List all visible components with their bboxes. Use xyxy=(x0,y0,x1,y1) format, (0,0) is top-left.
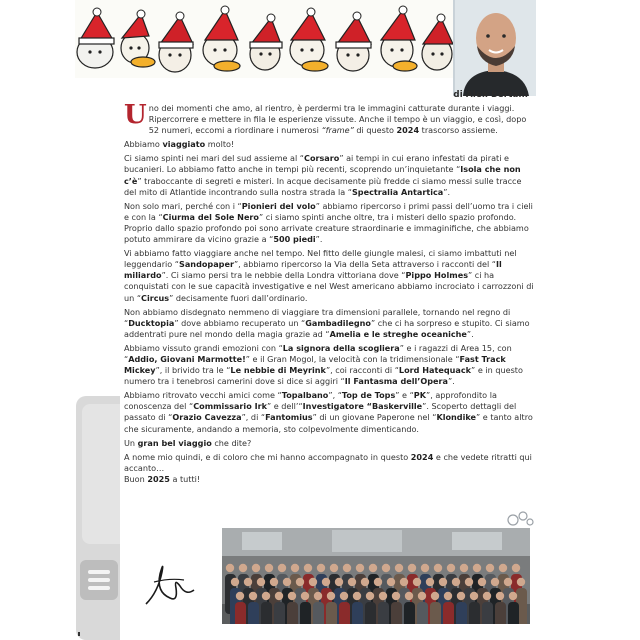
text-run: ” ci siamo spinti anche oltre, tra i misteri dello spazio profondo. Proprio dallo spazio profondo poi sono arrivate creature straordinarie e immaginifiche, che abbiamo potuto ammirare da vicino grazie a “ xyxy=(124,211,529,245)
bold-text: 2024 xyxy=(410,451,434,462)
text-run: Abbiamo vissuto grandi emozioni con “ xyxy=(124,342,283,353)
text-run: ” ci ha conquistati con le sue capacità investigative e nel West americano abbiamo incrociato i carrozzoni di un “ xyxy=(124,270,534,303)
side-tab xyxy=(76,396,120,640)
christmas-characters-banner xyxy=(75,0,453,90)
paragraph xyxy=(124,452,536,485)
text-run: ” e i ragazzi di Area 15, con “ xyxy=(124,342,512,364)
text-run: ” e “ xyxy=(395,390,414,401)
bold-text: Klondike xyxy=(436,412,477,423)
bold-text: Orazio Cavezza xyxy=(172,412,242,423)
bubbles-decoration xyxy=(505,508,535,528)
text-run: ” che ci ha sorpreso e stupito. Ci siamo addentrati pure nel mondo della magia grazie ad “ xyxy=(124,317,530,339)
author-byline: di Alex Bertani xyxy=(453,90,528,100)
text-run: ”, approfondito la conoscenza del “ xyxy=(124,390,497,412)
text-run: “frame” xyxy=(321,125,354,136)
text-run: ”. xyxy=(466,328,474,339)
paragraph xyxy=(124,390,536,434)
text-run: ”, “ xyxy=(328,390,342,401)
paragraph xyxy=(124,438,536,449)
paragraph xyxy=(124,307,536,340)
text-run: ” e il Gran Mogol, la velocità con la tridimensionale “ xyxy=(245,353,460,364)
bold-text: Isola che non c’è xyxy=(124,164,521,186)
paragraph xyxy=(124,100,536,136)
bold-text: Topalbano xyxy=(281,390,329,401)
bold-text: Commissario Irk xyxy=(193,401,267,412)
text-run: no dei momenti che amo, al rientro, è perdermi tra le immagini catturate durante i viaggi. Ripercorrere e mettere in fila le esperienze vissute. Anche il tempo è un viaggio, e così, dopo 52 numeri, eccomi a riordinare i numerosi xyxy=(148,103,527,136)
editorial-text xyxy=(124,100,536,488)
team-group-photo xyxy=(222,528,530,624)
bold-text: gran bel viaggio xyxy=(137,437,212,448)
page-mark xyxy=(78,632,80,636)
paragraph xyxy=(124,343,536,387)
text-run: e che vedete ritratti qui accanto… xyxy=(124,451,532,473)
paragraph xyxy=(124,139,536,150)
text-run: ”. xyxy=(448,376,455,387)
text-run: ” ai tempi in cui erano infestati da pirati e bucanieri. Lo abbiamo fatto anche in tempi più recenti, scoprendo un’inquietante “ xyxy=(124,153,510,175)
bold-text: Top de Tops xyxy=(341,390,396,401)
text-run: ”. Scoperto dettagli del passato di “ xyxy=(124,401,517,423)
text-run: trascorso assieme. xyxy=(419,125,498,136)
text-run: ”. Ci siamo persi tra le nebbie della Londra vittoriana dove “ xyxy=(161,270,406,281)
text-run: ”. xyxy=(443,186,451,197)
text-run: A nome mio quindi, e di coloro che mi hanno accompagnato in questo xyxy=(124,451,411,462)
bold-text: 2025 xyxy=(147,473,170,484)
bold-text: Spectralia Antartica xyxy=(351,186,444,197)
text-run: Non solo mari, perché con i “ xyxy=(124,200,242,211)
text-run: ”, abbiamo ripercorso la Via della Seta attraverso i racconti del “ xyxy=(233,259,496,270)
bold-text: Addio, Giovani Marmotte! xyxy=(128,353,246,364)
bold-text: Gambadilegno xyxy=(305,317,371,328)
text-run: ” di un giovane Paperone nel “ xyxy=(312,412,437,423)
bold-text: Pippo Holmes xyxy=(405,270,469,281)
bold-text: 500 piedi xyxy=(273,234,316,245)
author-signature xyxy=(140,552,200,612)
text-run: ” traboccante di segreti e misteri. In acque decisamente più fredde ci siamo messi sulle tracce del mito di Atlantide incontrando sulla nostra strada la “ xyxy=(124,175,522,197)
bold-text: Pionieri del volo xyxy=(241,200,316,211)
text-run: a tutti! xyxy=(169,473,201,484)
text-run: ”. xyxy=(315,234,323,245)
text-run: di questo xyxy=(353,125,397,136)
text-run: Non abbiamo disdegnato nemmeno di viaggiare tra dimensioni parallele, tornando nel regno di “ xyxy=(124,306,511,328)
menu-icon[interactable] xyxy=(80,560,118,600)
text-run: ” e in questo numero tra i tenebrosi camerini dove si dice si aggiri “ xyxy=(124,365,523,387)
bold-text: Fast Track Mickey xyxy=(124,353,506,376)
text-run: molto! xyxy=(205,139,235,150)
text-run: ” decisamente fuori dall’ordinario. xyxy=(169,292,308,303)
bold-text: Il miliardo xyxy=(124,259,502,281)
bold-text: La signora della scogliera xyxy=(282,342,400,353)
bold-text: viaggiato xyxy=(162,139,206,150)
paragraph xyxy=(124,201,536,245)
paragraph xyxy=(124,248,536,303)
bold-text: Ciurma del Sole Nero xyxy=(162,211,259,222)
text-run: ” e tanto altro che sicuramente, andando a memoria, sto colpevolmente dimenticando. xyxy=(124,412,533,434)
bold-text: Corsaro xyxy=(304,153,340,164)
bold-text: PK xyxy=(413,390,426,401)
bold-text: Le nebbie di Meyrink xyxy=(230,365,326,376)
bold-text: Lord Hatequack xyxy=(398,365,472,376)
bold-text: Sandopaper xyxy=(179,259,234,270)
text-run: ”, coi racconti di “ xyxy=(325,365,399,376)
text-run: Ci siamo spinti nei mari del sud assieme al “ xyxy=(124,153,304,164)
drop-cap: U xyxy=(124,100,147,130)
paragraph xyxy=(124,153,536,197)
text-run: Abbiamo xyxy=(124,139,163,150)
author-portrait xyxy=(453,0,536,96)
bold-text: Ducktopia xyxy=(128,317,175,328)
bold-text: Investigatore “Baskerville xyxy=(302,401,423,412)
bold-text: Amelia e le streghe oceaniche xyxy=(329,328,467,339)
text-run: Buon xyxy=(124,473,148,484)
text-run: ”, di “ xyxy=(241,412,266,423)
text-run: ” abbiamo ripercorso i primi passi dell’uomo tra i cieli e con la “ xyxy=(124,200,533,222)
text-run: Abbiamo ritrovato vecchi amici come “ xyxy=(124,390,282,401)
text-run: Un xyxy=(124,437,138,448)
text-run: ”, il brivido tra le “ xyxy=(155,365,231,376)
bold-text: Circus xyxy=(141,292,170,303)
text-run: Vi abbiamo fatto viaggiare anche nel tempo. Nel fitto delle giungle malesi, ci siamo imbattuti nel leggendario “ xyxy=(124,248,517,270)
bold-text: Fantomius xyxy=(265,412,313,423)
bold-text: Il Fantasma dell’Opera xyxy=(344,376,448,387)
text-run: ” e dell’“ xyxy=(266,401,303,412)
text-run: ” dove abbiamo recuperato un “ xyxy=(174,317,306,328)
text-run: che dite? xyxy=(211,437,252,448)
bold-text: 2024 xyxy=(396,125,420,136)
